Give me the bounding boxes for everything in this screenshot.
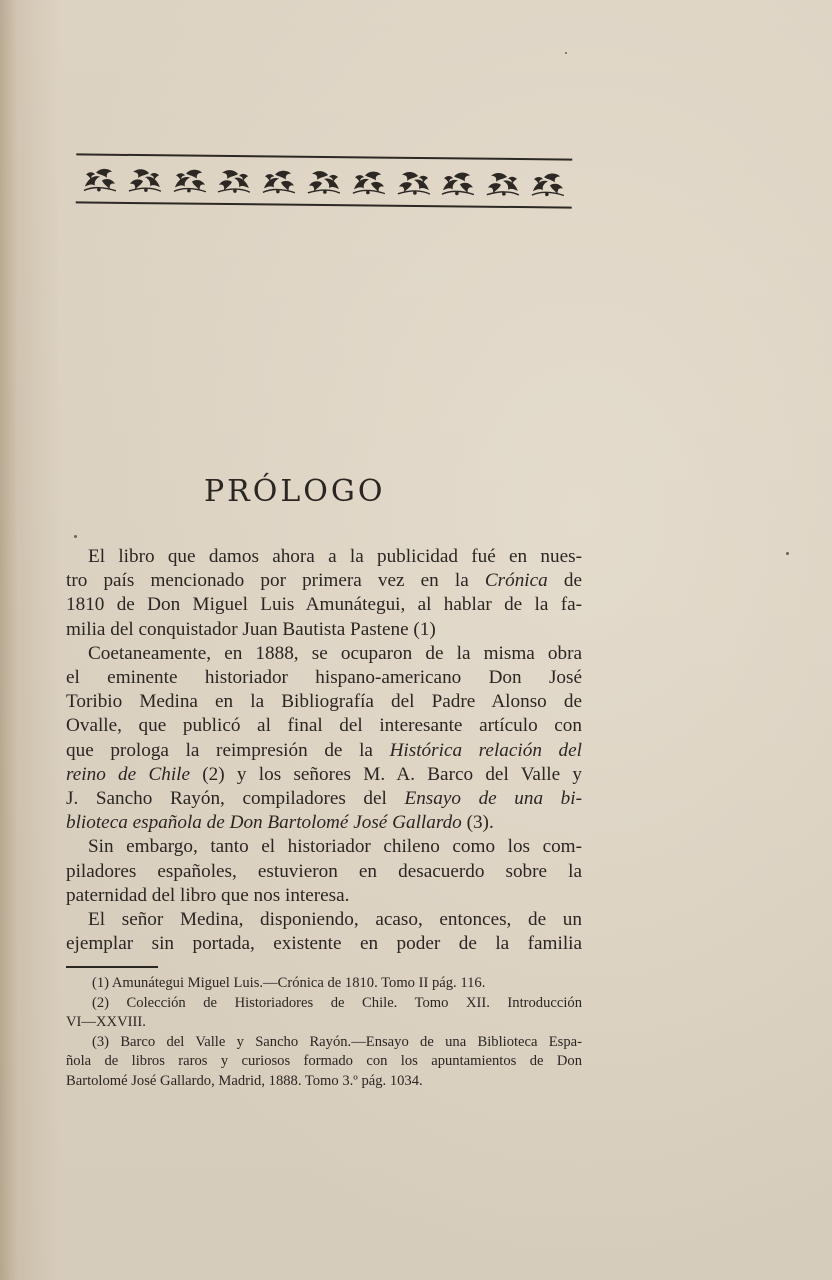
body-text <box>66 545 582 956</box>
footnote-line: (2) Colección de Historiadores de Chile. Tomo XII. Introducción <box>92 994 582 1011</box>
footnotes <box>66 974 582 1092</box>
text-line: Ovalle, que publicó al final del interesante artículo con <box>66 715 582 737</box>
text-line: paternidad del libro que nos interesa. <box>66 884 350 906</box>
text-line: blioteca española de Don Bartolomé José Gallardo (3). <box>66 812 494 834</box>
vine-leaf-icon <box>395 168 431 198</box>
text-line: 1810 de Don Miguel Luis Amunátegui, al hablar de la fa- <box>66 594 582 616</box>
vine-leaf-icon <box>351 167 387 197</box>
ornament-bottom-rule <box>76 201 572 208</box>
footnote-line: VI—XXVIII. <box>66 1014 146 1031</box>
footnote-line: Bartolomé José Gallardo, Madrid, 1888. Tomo 3.º pág. 1034. <box>66 1072 423 1089</box>
paper-speck <box>786 552 789 555</box>
text-line: el eminente historiador hispano-americano Don José <box>66 667 582 689</box>
vine-leaf-icon <box>306 167 342 197</box>
vine-leaf-icon <box>530 169 566 199</box>
vine-leaf-icon <box>440 168 476 198</box>
text-line: El señor Medina, disponiendo, acaso, entonces, de un <box>88 909 582 931</box>
footnote-rule <box>66 966 158 968</box>
vine-leaf-icon <box>485 169 521 199</box>
text-line: Toribio Medina en la Bibliografía del Padre Alonso de <box>66 691 582 713</box>
paper-speck <box>74 535 77 538</box>
footnote-line: (3) Barco del Valle y Sancho Rayón.—Ensayo de una Biblioteca Espa- <box>92 1033 582 1050</box>
text-line: El libro que damos ahora a la publicidad fué en nues- <box>88 546 582 567</box>
paper-speck <box>565 52 567 54</box>
text-line: J. Sancho Rayón, compiladores del Ensayo de una bi- <box>66 788 582 810</box>
vine-leaf-icon <box>261 166 297 196</box>
vine-leaf-icon <box>216 166 252 196</box>
text-line: tro país mencionado por primera vez en la Crónica de <box>66 570 582 592</box>
footnote-line: (1) Amunátegui Miguel Luis.—Crónica de 1810. Tomo II pág. 116. <box>92 975 486 991</box>
text-line: ejemplar sin portada, existente en poder de la familia <box>66 933 582 955</box>
vine-leaf-icon <box>127 165 163 195</box>
text-line: Coetaneamente, en 1888, se ocuparon de la misma obra <box>88 642 582 664</box>
page-title: PRÓLOGO <box>204 474 386 509</box>
text-line: que prologa la reimpresión de la Histórica relación del <box>66 739 582 761</box>
vine-leaf-icon <box>82 164 118 194</box>
ornament-leaf-row <box>82 163 566 200</box>
text-line: piladores españoles, estuvieron en desacuerdo sobre la <box>66 860 582 882</box>
ornamental-header-band <box>76 149 573 212</box>
ornament-top-rule <box>76 153 572 160</box>
text-line: Sin embargo, tanto el historiador chileno como los com- <box>88 836 582 858</box>
footnote-line: ñola de libros raros y curiosos formado con los apuntamientos de Don <box>66 1053 582 1070</box>
text-line: milia del conquistador Juan Bautista Pastene (1) <box>66 618 436 640</box>
text-line: reino de Chile (2) y los señores M. A. Barco del Valle y <box>66 763 582 785</box>
vine-leaf-icon <box>171 165 207 195</box>
